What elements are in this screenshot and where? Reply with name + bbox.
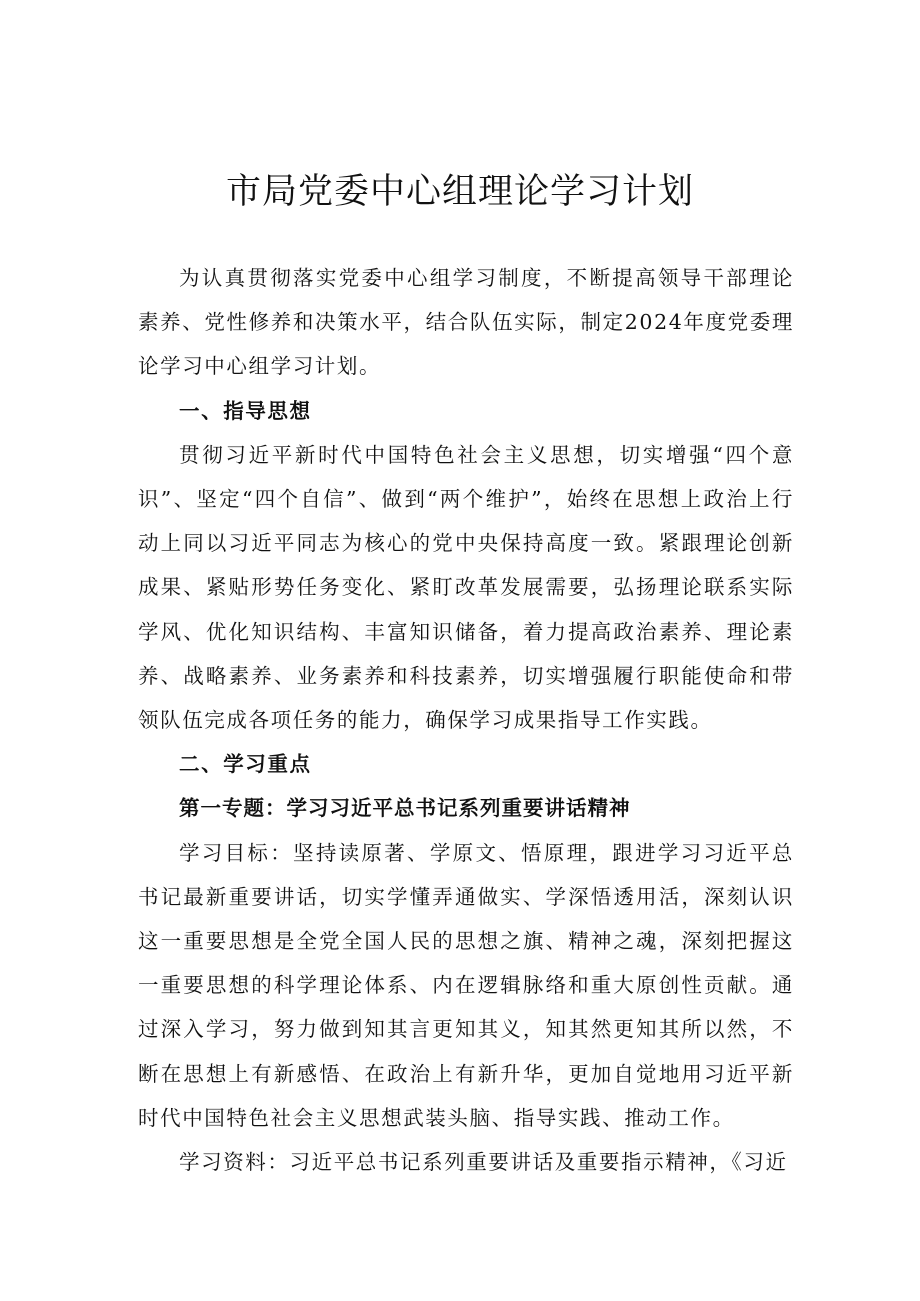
study-materials-paragraph: 学习资料：习近平总书记系列重要讲话及重要指示精神，《习近 (179, 1150, 788, 1175)
section-heading-guiding-ideology: 一、指导思想 (179, 398, 312, 423)
document-title: 市局党委中心组理论学习计划 (225, 172, 694, 212)
guiding-ideology-paragraph: 贯彻习近平新时代中国特色社会主义思想，切实增强“四个意识”、坚定“四个自信”、做到“两个维护”，始终在思想上政治上行动上同以习近平同志为核心的党中央保持高度一致。紧跟理论创新成果、紧贴形势任务变化、紧盯改革发展需要，弘扬理论联系实际学风、优化知识结构、丰富知识储备，着力提高政治素养、理论素养、战略素养、业务素养和科技素养，切实增强履行职能使命和带领队伍完成各项任务的能力，确保学习成果指导工作实践。 (138, 442, 794, 733)
document-body (138, 256, 794, 1184)
topic-heading-first: 第一专题：学习习近平总书记系列重要讲话精神 (179, 796, 631, 821)
section-heading-study-focus: 二、学习重点 (179, 752, 312, 777)
study-goal-paragraph: 学习目标：坚持读原著、学原文、悟原理，跟进学习习近平总书记最新重要讲话，切实学懂弄通做实、学深悟透用活，深刻认识这一重要思想是全党全国人民的思想之旗、精神之魂，深刻把握这一重要思想的科学理论体系、内在逻辑脉络和重大原创性贡献。通过深入学习，努力做到知其言更知其义，知其然更知其所以然，不断在思想上有新感悟、在政治上有新升华，更加自觉地用习近平新时代中国特色社会主义思想武装头脑、指导实践、推动工作。 (138, 840, 794, 1130)
intro-paragraph: 为认真贯彻落实党委中心组学习制度，不断提高领导干部理论素养、党性修养和决策水平，结合队伍实际，制定2024年度党委理论学习中心组学习计划。 (138, 266, 794, 379)
